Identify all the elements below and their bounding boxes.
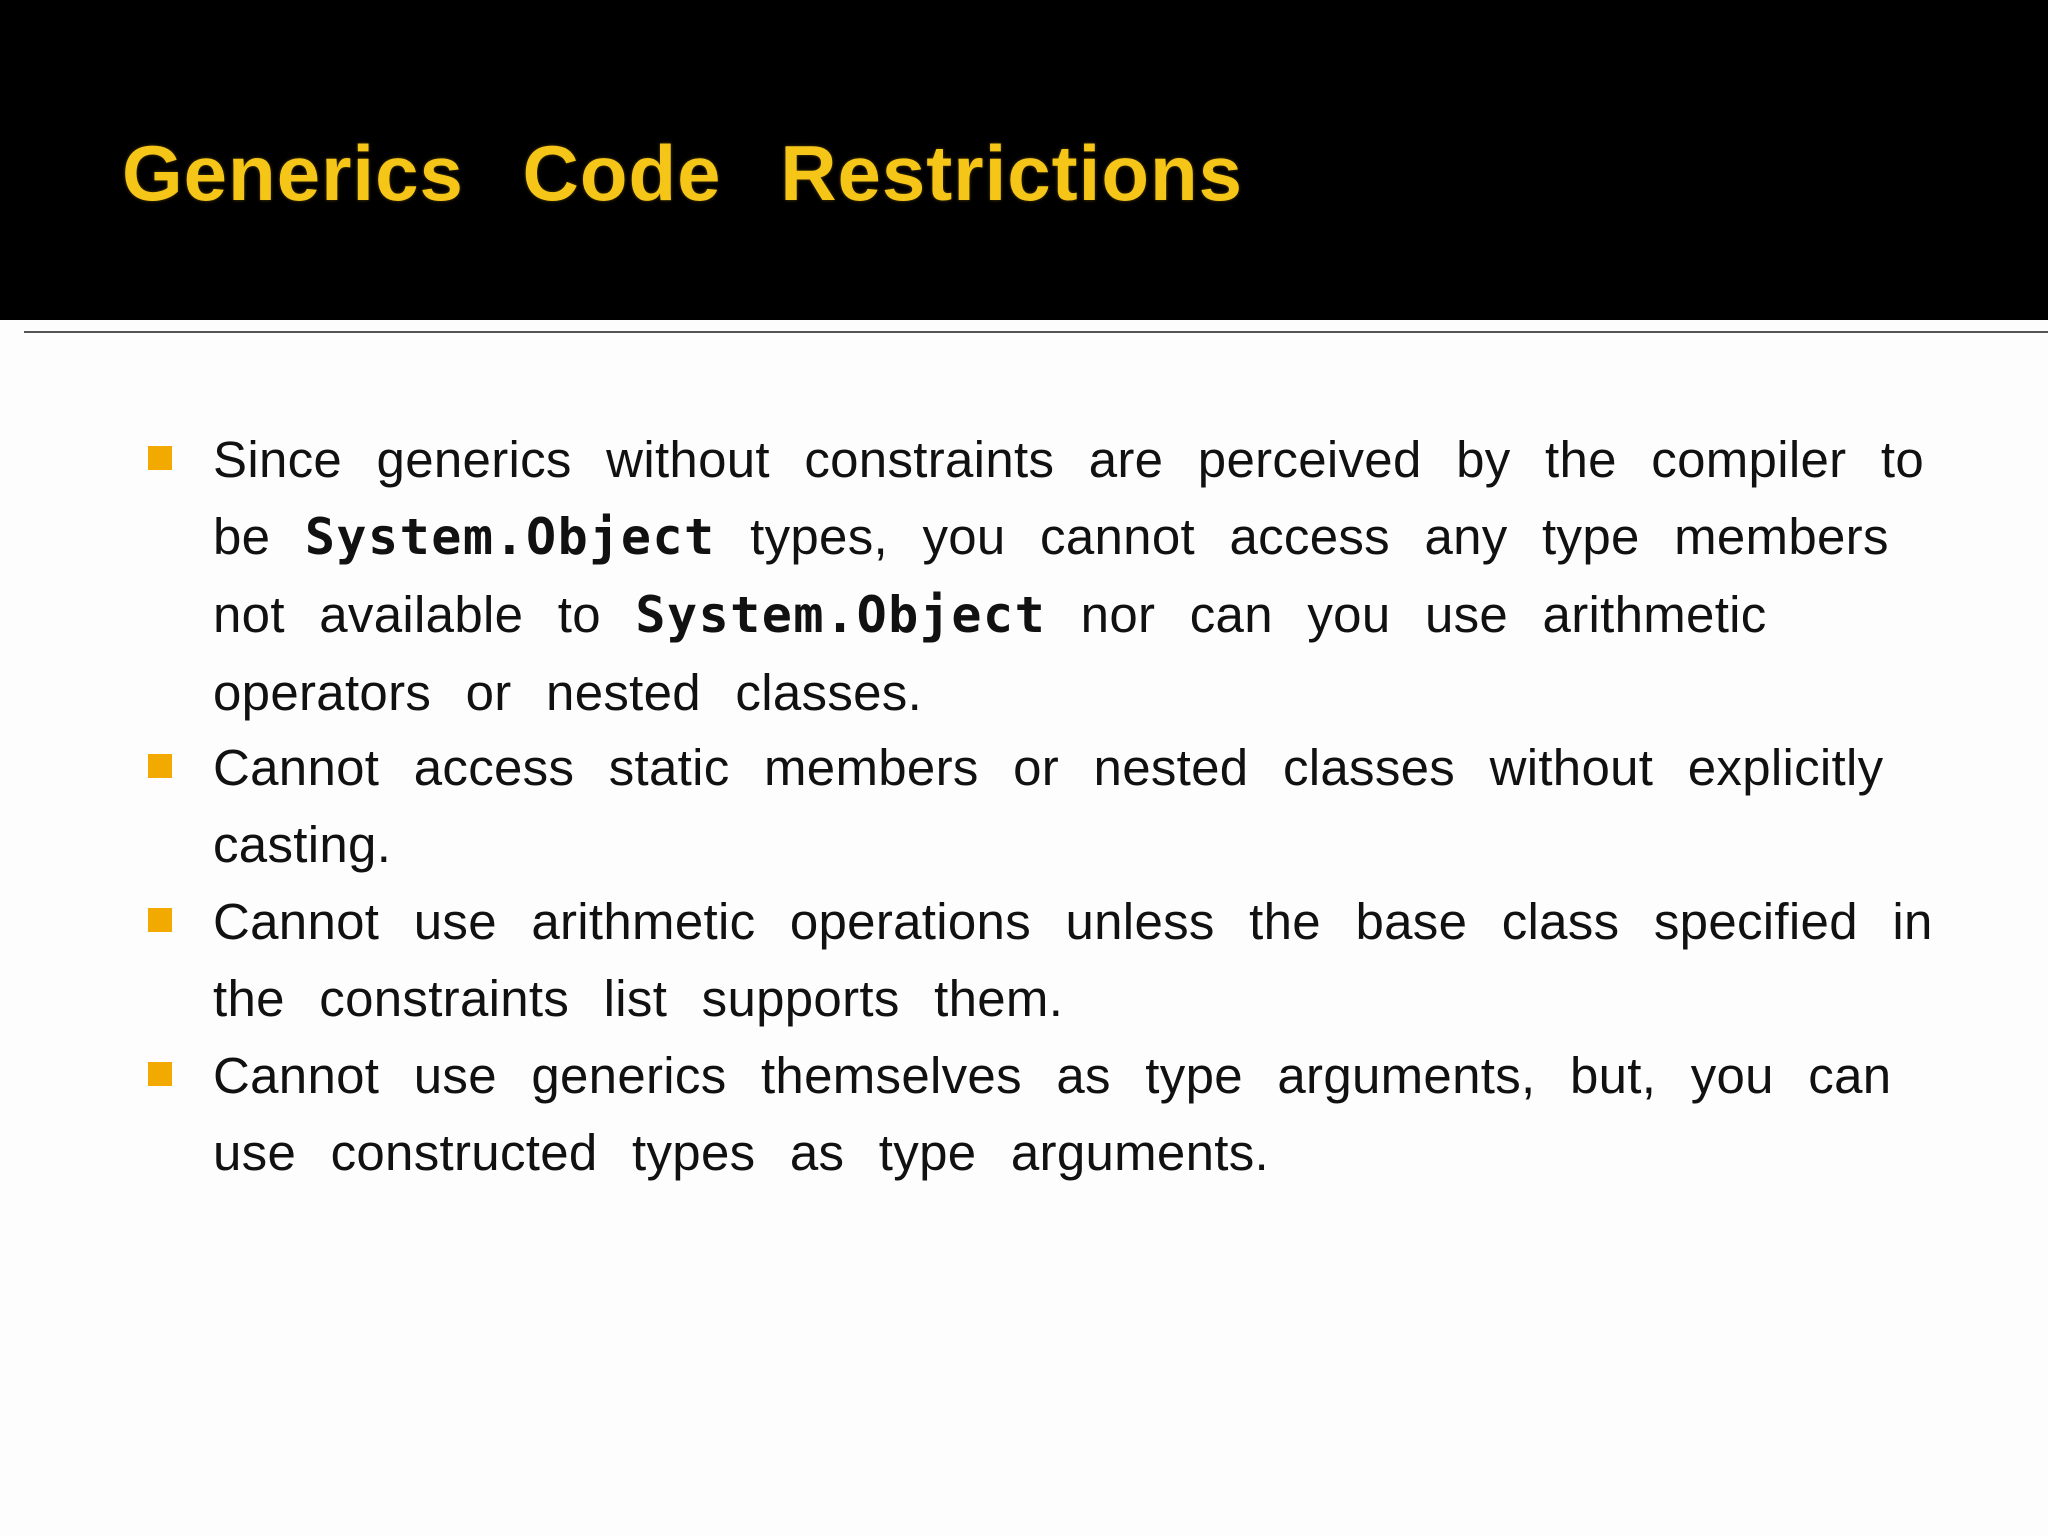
bullet-1-text-a: Since generics without constraints are perceived by the compiler to be (213, 431, 1925, 565)
bullet-1-code-a: System.Object (304, 508, 716, 566)
bullet-1-text-b: types, you cannot access any type members not available to (213, 508, 1889, 643)
square-bullet-icon (148, 446, 172, 470)
bullet-item-3: Cannot use arithmetic operations unless the base class specified in the constraints list supports them. (213, 893, 1933, 1027)
bullet-item-1 (213, 421, 1953, 731)
square-bullet-icon (148, 1062, 172, 1086)
square-bullet-icon (148, 908, 172, 932)
bullet-1-text-c: nor can you use arithmetic operators or nested classes. (213, 586, 1767, 721)
bullet-item-2: Cannot access static members or nested classes without explicitly casting. (213, 739, 1884, 873)
square-bullet-icon (148, 754, 172, 778)
bullet-item-4: Cannot use generics themselves as type arguments, but, you can use constructed types as type arguments. (213, 1047, 1892, 1181)
slide-title: Generics Code Restrictions (122, 129, 1243, 217)
bullet-1-code-b: System.Object (635, 586, 1047, 644)
